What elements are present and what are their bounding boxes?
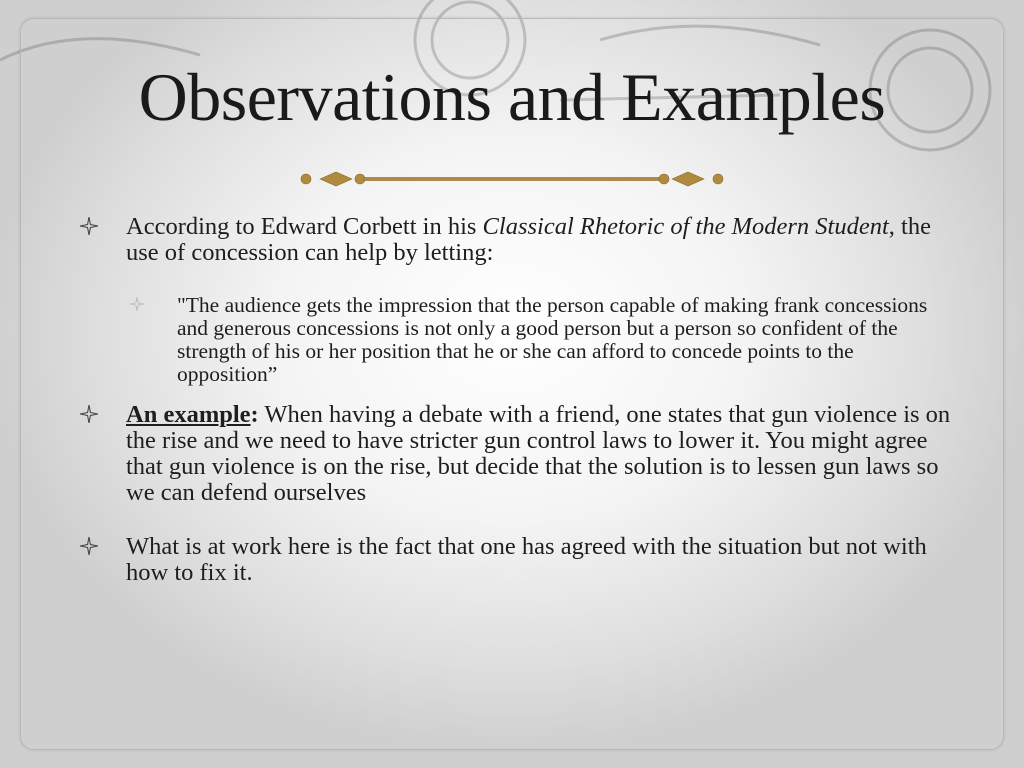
four-point-star-icon [130,297,144,311]
bullet-corbett [78,214,958,266]
sub-bullet-quote [78,294,958,386]
example-colon: : [250,401,259,428]
book-title: Classical Rhetoric of the Modern Student [482,213,889,240]
ornamental-divider [298,168,726,190]
example-label: An example [126,401,251,428]
four-point-star-icon [80,405,98,423]
example-text: When having a debate with a friend, one states that gun violence is on the rise and we need to have stricter gun control laws to lower it. You might agree that gun violence is on the rise, but decide that the solution is to lessen gun laws so we can defend ourselves [126,401,951,506]
four-point-star-icon [80,217,98,235]
bullet-corbett-text-after: , the use of concession can help by letting: [126,213,931,266]
bullet-example [78,402,958,506]
four-point-star-icon [80,537,98,555]
bullet-corbett-text-before: According to Edward Corbett in his [126,213,483,240]
conclusion-text: What is at work here is the fact that one has agreed with the situation but not with how to fix it. [126,533,927,586]
slide-title: Observations and Examples [138,59,886,135]
bullet-conclusion [78,534,958,586]
slide-content [78,214,958,586]
quote-text: "The audience gets the impression that the person capable of making frank concessions and generous concessions is not only a good person but a person so confident of the strength of his or her position that he or she can afford to concede points to the opposition” [177,293,928,386]
